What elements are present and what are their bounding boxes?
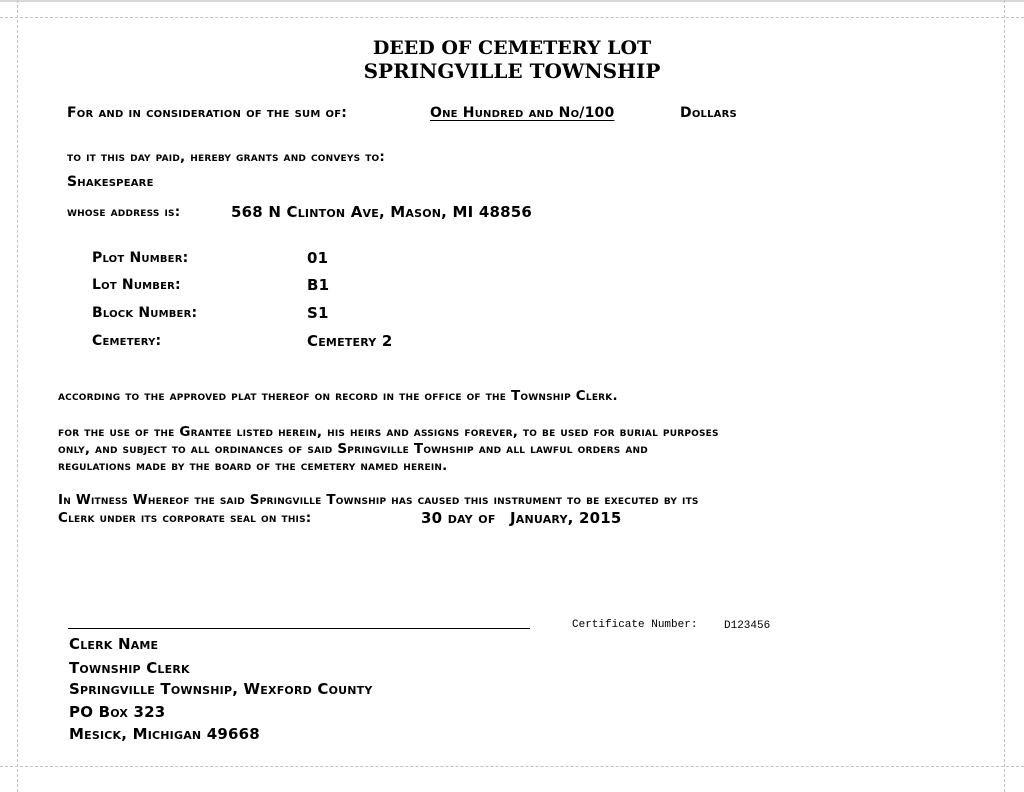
grantee-address: 568 N Clinton Ave, Mason, MI 48856 <box>231 203 533 221</box>
page-top-edge <box>0 0 1024 2</box>
use-paragraph-line: regulations made by the board of the cemetery named herein. <box>58 458 448 474</box>
lot-detail-value: B1 <box>307 276 330 294</box>
certificate-number: D123456 <box>724 620 771 632</box>
lot-detail-value: S1 <box>307 304 329 322</box>
grant-statement: to it this day paid, hereby grants and conveys to: <box>67 149 385 165</box>
consideration-amount: One Hundred and No/100 <box>430 105 615 121</box>
lot-detail-label: Block Number: <box>92 305 198 321</box>
po-box: PO Box 323 <box>69 703 166 721</box>
witness-paragraph-prefix: Clerk under its corporate seal on this: <box>58 510 312 526</box>
lot-detail-label: Plot Number: <box>92 250 189 266</box>
witness-paragraph-line: In Witness Whereof the said Springville Township has caused this instrument to be executed by its <box>58 492 699 508</box>
lot-detail-label: Lot Number: <box>92 277 181 293</box>
currency-label: Dollars <box>680 105 737 121</box>
city-state-zip: Mesick, Michigan 49668 <box>69 725 260 743</box>
address-label: whose address is: <box>67 204 181 220</box>
lot-detail-label: Cemetery: <box>92 333 162 349</box>
margin-guide-right <box>1004 0 1005 792</box>
lot-detail-value: 01 <box>307 249 329 267</box>
signature-line <box>68 628 530 629</box>
margin-guide-left <box>17 0 18 792</box>
witness-day: 30 day of <box>421 509 496 527</box>
clerk-title: Township Clerk <box>69 659 190 677</box>
certificate-label: Certificate Number: <box>572 619 698 631</box>
plat-paragraph: according to the approved plat thereof on record in the office of the Township Clerk. <box>58 388 618 404</box>
deed-subtitle: SPRINGVILLE TOWNSHIP <box>363 59 661 83</box>
deed-title: DEED OF CEMETERY LOT <box>372 37 652 59</box>
margin-guide-bottom <box>0 766 1024 767</box>
grantee-name: Shakespeare <box>67 174 154 190</box>
witness-date: January, 2015 <box>510 509 622 527</box>
clerk-name: Clerk Name <box>69 635 159 653</box>
consideration-label: For and in consideration of the sum of: <box>67 105 348 121</box>
use-paragraph-line: for the use of the Grantee listed herein, his heirs and assigns forever, to be used for burial purposes <box>58 424 719 440</box>
township-county: Springville Township, Wexford County <box>69 680 373 698</box>
use-paragraph-line: only, and subject to all ordinances of said Springville Towhship and all lawful orders and <box>58 441 648 457</box>
margin-guide-top <box>0 17 1024 18</box>
lot-detail-value: Cemetery 2 <box>307 332 393 350</box>
